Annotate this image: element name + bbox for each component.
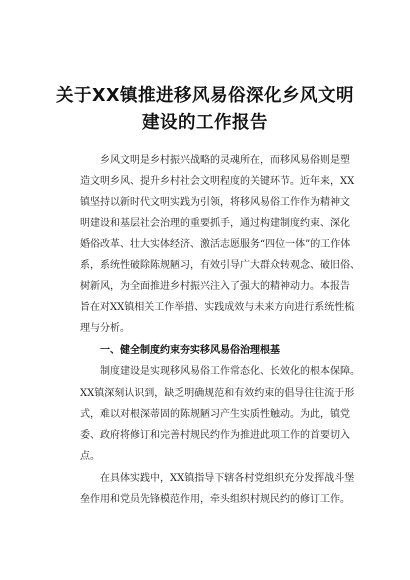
paragraph-2-line-4: 委、政府将修订和完善村规民约作为推进此项工作的首要切入 (80, 430, 350, 441)
paragraph-2-line-1: 制度建设是实现移风易俗工作常态化、长效化的根本保障。 (100, 366, 360, 377)
paragraph-2-line-3: 式，难以对根深蒂固的陈规陋习产生实质性触动。为此，镇党 (80, 409, 350, 420)
paragraph-1-line-4: 明建设和基层社会治理的重要抓手，通过构建制度约束、深化 (80, 218, 350, 229)
paragraph-2-line-5: 点。 (80, 451, 100, 462)
paragraph-3-line-2: 垒作用和党员先锋模范作用，牵头组织村规民约的修订工作。 (80, 494, 350, 505)
paragraph-1-line-7: 树新风，为全面推进乡村振兴注入了强大的精神动力。本报告 (80, 281, 350, 292)
paragraph-1-line-9: 理与分析。 (80, 323, 130, 334)
paragraph-1-line-6: 系，系统性破除陈规陋习，有效引导广大群众转观念、破旧俗、 (80, 260, 360, 271)
paragraph-1-line-8: 旨在对XX镇相关工作举措、实践成效与未来方向进行系统性梳 (80, 302, 355, 313)
paragraph-1-line-3: 镇坚持以新时代文明实践为引领，将移风易俗工作作为精神文 (80, 197, 350, 208)
paragraph-1-line-5: 婚俗改革、壮大实体经济、激活志愿服务“四位一体”的工作体 (80, 239, 351, 250)
section-heading-1: 一、健全制度约束夯实移风易俗治理根基 (100, 345, 280, 356)
paragraph-1-line-2: 造文明乡风、提升乡村社会文明程度的关键环节。近年来，XX (80, 176, 355, 187)
paragraph-1-line-1: 乡风文明是乡村振兴战略的灵魂所在，而移风易俗则是塑 (100, 155, 350, 166)
report-title-line-1: 关于XX镇推进移风易俗深化乡风文明 (56, 86, 354, 106)
paragraph-2-line-2: XX镇深刻认识到，缺乏明确规范和有效约束的倡导往往流于形 (80, 388, 355, 399)
paragraph-3-line-1: 在具体实践中，XX镇指导下辖各村党组织充分发挥战斗堡 (100, 473, 355, 484)
report-title-line-2: 建设的工作报告 (142, 113, 268, 133)
